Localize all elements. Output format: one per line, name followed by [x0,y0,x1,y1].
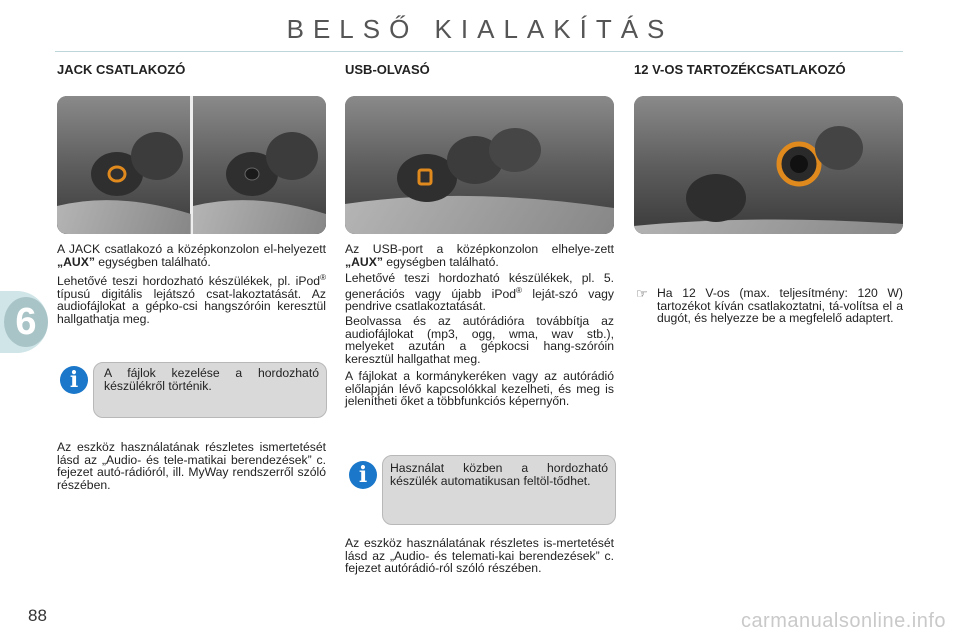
jack-p2-text: Lehetővé teszi hordozható készülékek, pl. iPod [57,274,321,289]
jack-p2-text-end: típusú digitális lejátszó csat-lakoztatását. Az audiofájlokat a gépko-csi hangszóróin keresztül hallgathatja meg. [57,286,326,326]
usb-paragraph-1 [345,243,614,268]
usb-paragraph-5: Az eszköz használatának részletes is-mertetését lásd az „Audio- és telemati-kai berendezések” c. fejezet autórádió-ról szóló részében. [345,536,614,576]
jack-paragraph-3: Az eszköz használatának részletes ismertetését lásd az „Audio- és tele-matikai berendezések” c. fejezet autó-rádióról, ill. MyWay rendszerről szóló részében. [57,440,326,492]
jack-paragraph-1 [57,243,326,268]
jack-info-text: A fájlok kezelése a hordozható készülékről történik. [104,366,319,393]
socket-bullet-text: Ha 12 V-os (max. teljesítmény: 120 W) tartozékot kíván csatlakoztatni, tá-volítsa el a dugót, és helyezze be a megfelelő adaptert. [657,286,903,326]
jack-photo [57,96,326,234]
usb-photo-illustration [345,96,614,234]
watermark: carmanualsonline.info [740,610,946,632]
usb-p2-text: Lehetővé teszi hordozható készülékek, pl. 5. generációs vagy újabb iPod [345,271,614,301]
jack-p1-bold: „AUX” [57,254,95,269]
jack-photo-illustration [57,96,326,234]
info-icon: i [349,461,377,489]
info-icon: i [60,366,88,394]
socket-photo [634,96,903,234]
jack-p1-text-end: egységben található. [94,254,211,269]
page-number: 88 [28,606,47,625]
usb-info-text: Használat közben a hordozható készülék automatikusan feltöl-tődhet. [390,461,608,488]
usb-paragraph-2 [345,272,614,313]
usb-paragraph-4: A fájlokat a kormánykeréken vagy az autórádió előlapján lévő kapcsolókkal kezelheti, és meg is jelenítheti őket a többfunkciós képernyőn. [345,369,614,409]
chapter-number: 6 [4,297,48,347]
usb-p1-text-end: egységben található. [382,254,499,269]
socket-heading: 12 V-OS TARTOZÉKCSATLAKOZÓ [634,62,846,77]
hand-pointer-bullet-icon: ☞ [636,286,648,301]
usb-paragraph-3: Beolvassa és az autórádióra továbbítja az audiofájlokat (mp3, ogg, wma, wav stb.), melyeket azután a gépkocsi hang-szóróin keresztül hallgathat meg. [345,314,614,366]
usb-p2-text-end: leját-szó vagy pendrive csatlakoztatását. [345,286,614,314]
jack-p2-sup: ® [320,273,326,282]
usb-p1-bold: „AUX” [345,254,383,269]
jack-paragraph-2 [57,272,326,325]
usb-p1-text: Az USB-port a középkonzolon elhelye-zett [345,242,614,256]
jack-heading: JACK CSATLAKOZÓ [57,62,186,77]
usb-heading: USB-OLVASÓ [345,62,430,77]
title-divider [55,51,903,52]
usb-photo [345,96,614,234]
usb-p2-sup: ® [516,285,522,295]
page-title: BELSŐ KIALAKÍTÁS [286,14,674,44]
socket-photo-illustration [634,96,903,234]
jack-p1-text: A JACK csatlakozó a középkonzolon el-helyezett [57,242,326,256]
